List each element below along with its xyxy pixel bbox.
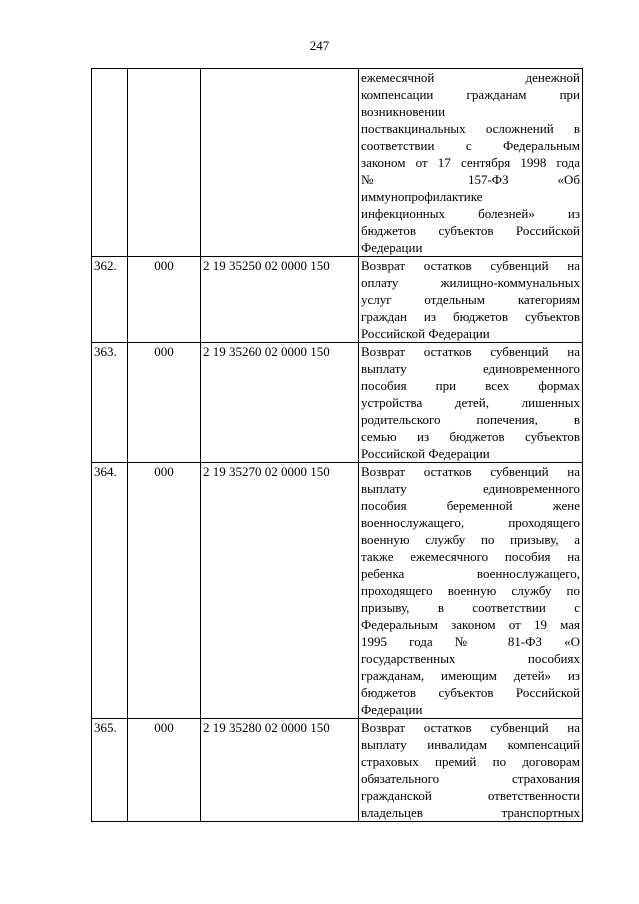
name-line: услуг отдельным категориям bbox=[361, 292, 580, 307]
name-line: выплату единовременного bbox=[361, 481, 580, 496]
budget-code-cell: 2 19 35260 02 0000 150 bbox=[201, 343, 359, 463]
name-line: Возврат остатков субвенций на bbox=[361, 464, 580, 479]
name-line: пособия беременной жене bbox=[361, 498, 580, 513]
name-line: семью из бюджетов субъектов bbox=[361, 429, 580, 444]
name-line: Федеральным законом от 19 мая bbox=[361, 617, 580, 632]
admin-code-cell: 000 bbox=[128, 257, 201, 343]
name-line: гражданской ответственности bbox=[361, 788, 580, 803]
name-line: военнослужащего, проходящего bbox=[361, 515, 580, 530]
row-number-cell: 364. bbox=[92, 463, 128, 719]
name-line: 1995 года № 81-ФЗ «О bbox=[361, 634, 580, 649]
income-name-cell bbox=[359, 719, 583, 822]
admin-code-cell: 000 bbox=[128, 719, 201, 822]
name-line: бюджетов субъектов Российской bbox=[361, 223, 580, 238]
name-line: Возврат остатков субвенций на bbox=[361, 344, 580, 359]
name-line: законом от 17 сентября 1998 года bbox=[361, 155, 580, 170]
row-number-cell: 363. bbox=[92, 343, 128, 463]
name-line: обязательного страхования bbox=[361, 771, 580, 786]
row-number-cell: 365. bbox=[92, 719, 128, 822]
name-line: поствакцинальных осложнений в bbox=[361, 121, 580, 136]
income-name-cell bbox=[359, 463, 583, 719]
name-line: Возврат остатков субвенций на bbox=[361, 720, 580, 735]
budget-classification-table bbox=[91, 68, 583, 822]
table-row bbox=[92, 343, 583, 463]
name-line: Российской Федерации bbox=[361, 446, 490, 461]
name-line: Федерации bbox=[361, 702, 423, 717]
admin-code-cell: 000 bbox=[128, 463, 201, 719]
name-line: ребенка военнослужащего, bbox=[361, 566, 580, 581]
budget-code-cell bbox=[201, 69, 359, 257]
name-line: пособия при всех формах bbox=[361, 378, 580, 393]
budget-code-cell: 2 19 35250 02 0000 150 bbox=[201, 257, 359, 343]
name-line: страховых премий по договорам bbox=[361, 754, 580, 769]
budget-code-cell: 2 19 35270 02 0000 150 bbox=[201, 463, 359, 719]
name-line: гражданам, имеющим детей» из bbox=[361, 668, 580, 683]
table-row bbox=[92, 257, 583, 343]
name-line: государственных пособиях bbox=[361, 651, 580, 666]
admin-code-cell: 000 bbox=[128, 343, 201, 463]
budget-code-cell: 2 19 35280 02 0000 150 bbox=[201, 719, 359, 822]
name-line: выплату единовременного bbox=[361, 361, 580, 376]
name-line: бюджетов субъектов Российской bbox=[361, 685, 580, 700]
name-line: также ежемесячного пособия на bbox=[361, 549, 580, 564]
name-line: проходящего военную службу по bbox=[361, 583, 580, 598]
name-line: соответствии с Федеральным bbox=[361, 138, 580, 153]
name-line: Российской Федерации bbox=[361, 326, 490, 341]
table-row bbox=[92, 719, 583, 822]
income-name-cell bbox=[359, 343, 583, 463]
name-line: № 157-ФЗ «Об bbox=[361, 172, 580, 187]
name-line: Возврат остатков субвенций на bbox=[361, 258, 580, 273]
income-name-cell bbox=[359, 69, 583, 257]
page-number: 247 bbox=[309, 38, 330, 53]
name-line: оплату жилищно-коммунальных bbox=[361, 275, 580, 290]
table-row-continuation bbox=[92, 69, 583, 257]
income-name-cell bbox=[359, 257, 583, 343]
name-line: Федерации bbox=[361, 240, 423, 255]
name-line: граждан из бюджетов субъектов bbox=[361, 309, 580, 324]
name-line: родительского попечения, в bbox=[361, 412, 580, 427]
table-row bbox=[92, 463, 583, 719]
name-line: иммунопрофилактике bbox=[361, 189, 483, 204]
admin-code-cell bbox=[128, 69, 201, 257]
name-line: инфекционных болезней» из bbox=[361, 206, 580, 221]
row-number-cell: 362. bbox=[92, 257, 128, 343]
name-line: устройства детей, лишенных bbox=[361, 395, 580, 410]
name-line: военную службу по призыву, а bbox=[361, 532, 580, 547]
name-line: владельцев транспортных bbox=[361, 805, 580, 820]
row-number-cell bbox=[92, 69, 128, 257]
name-line: выплату инвалидам компенсаций bbox=[361, 737, 580, 752]
name-line: призыву, в соответствии с bbox=[361, 600, 580, 615]
name-line: компенсации гражданам при bbox=[361, 87, 580, 102]
name-line: ежемесячной денежной bbox=[361, 70, 580, 85]
name-line: возникновении bbox=[361, 104, 446, 119]
